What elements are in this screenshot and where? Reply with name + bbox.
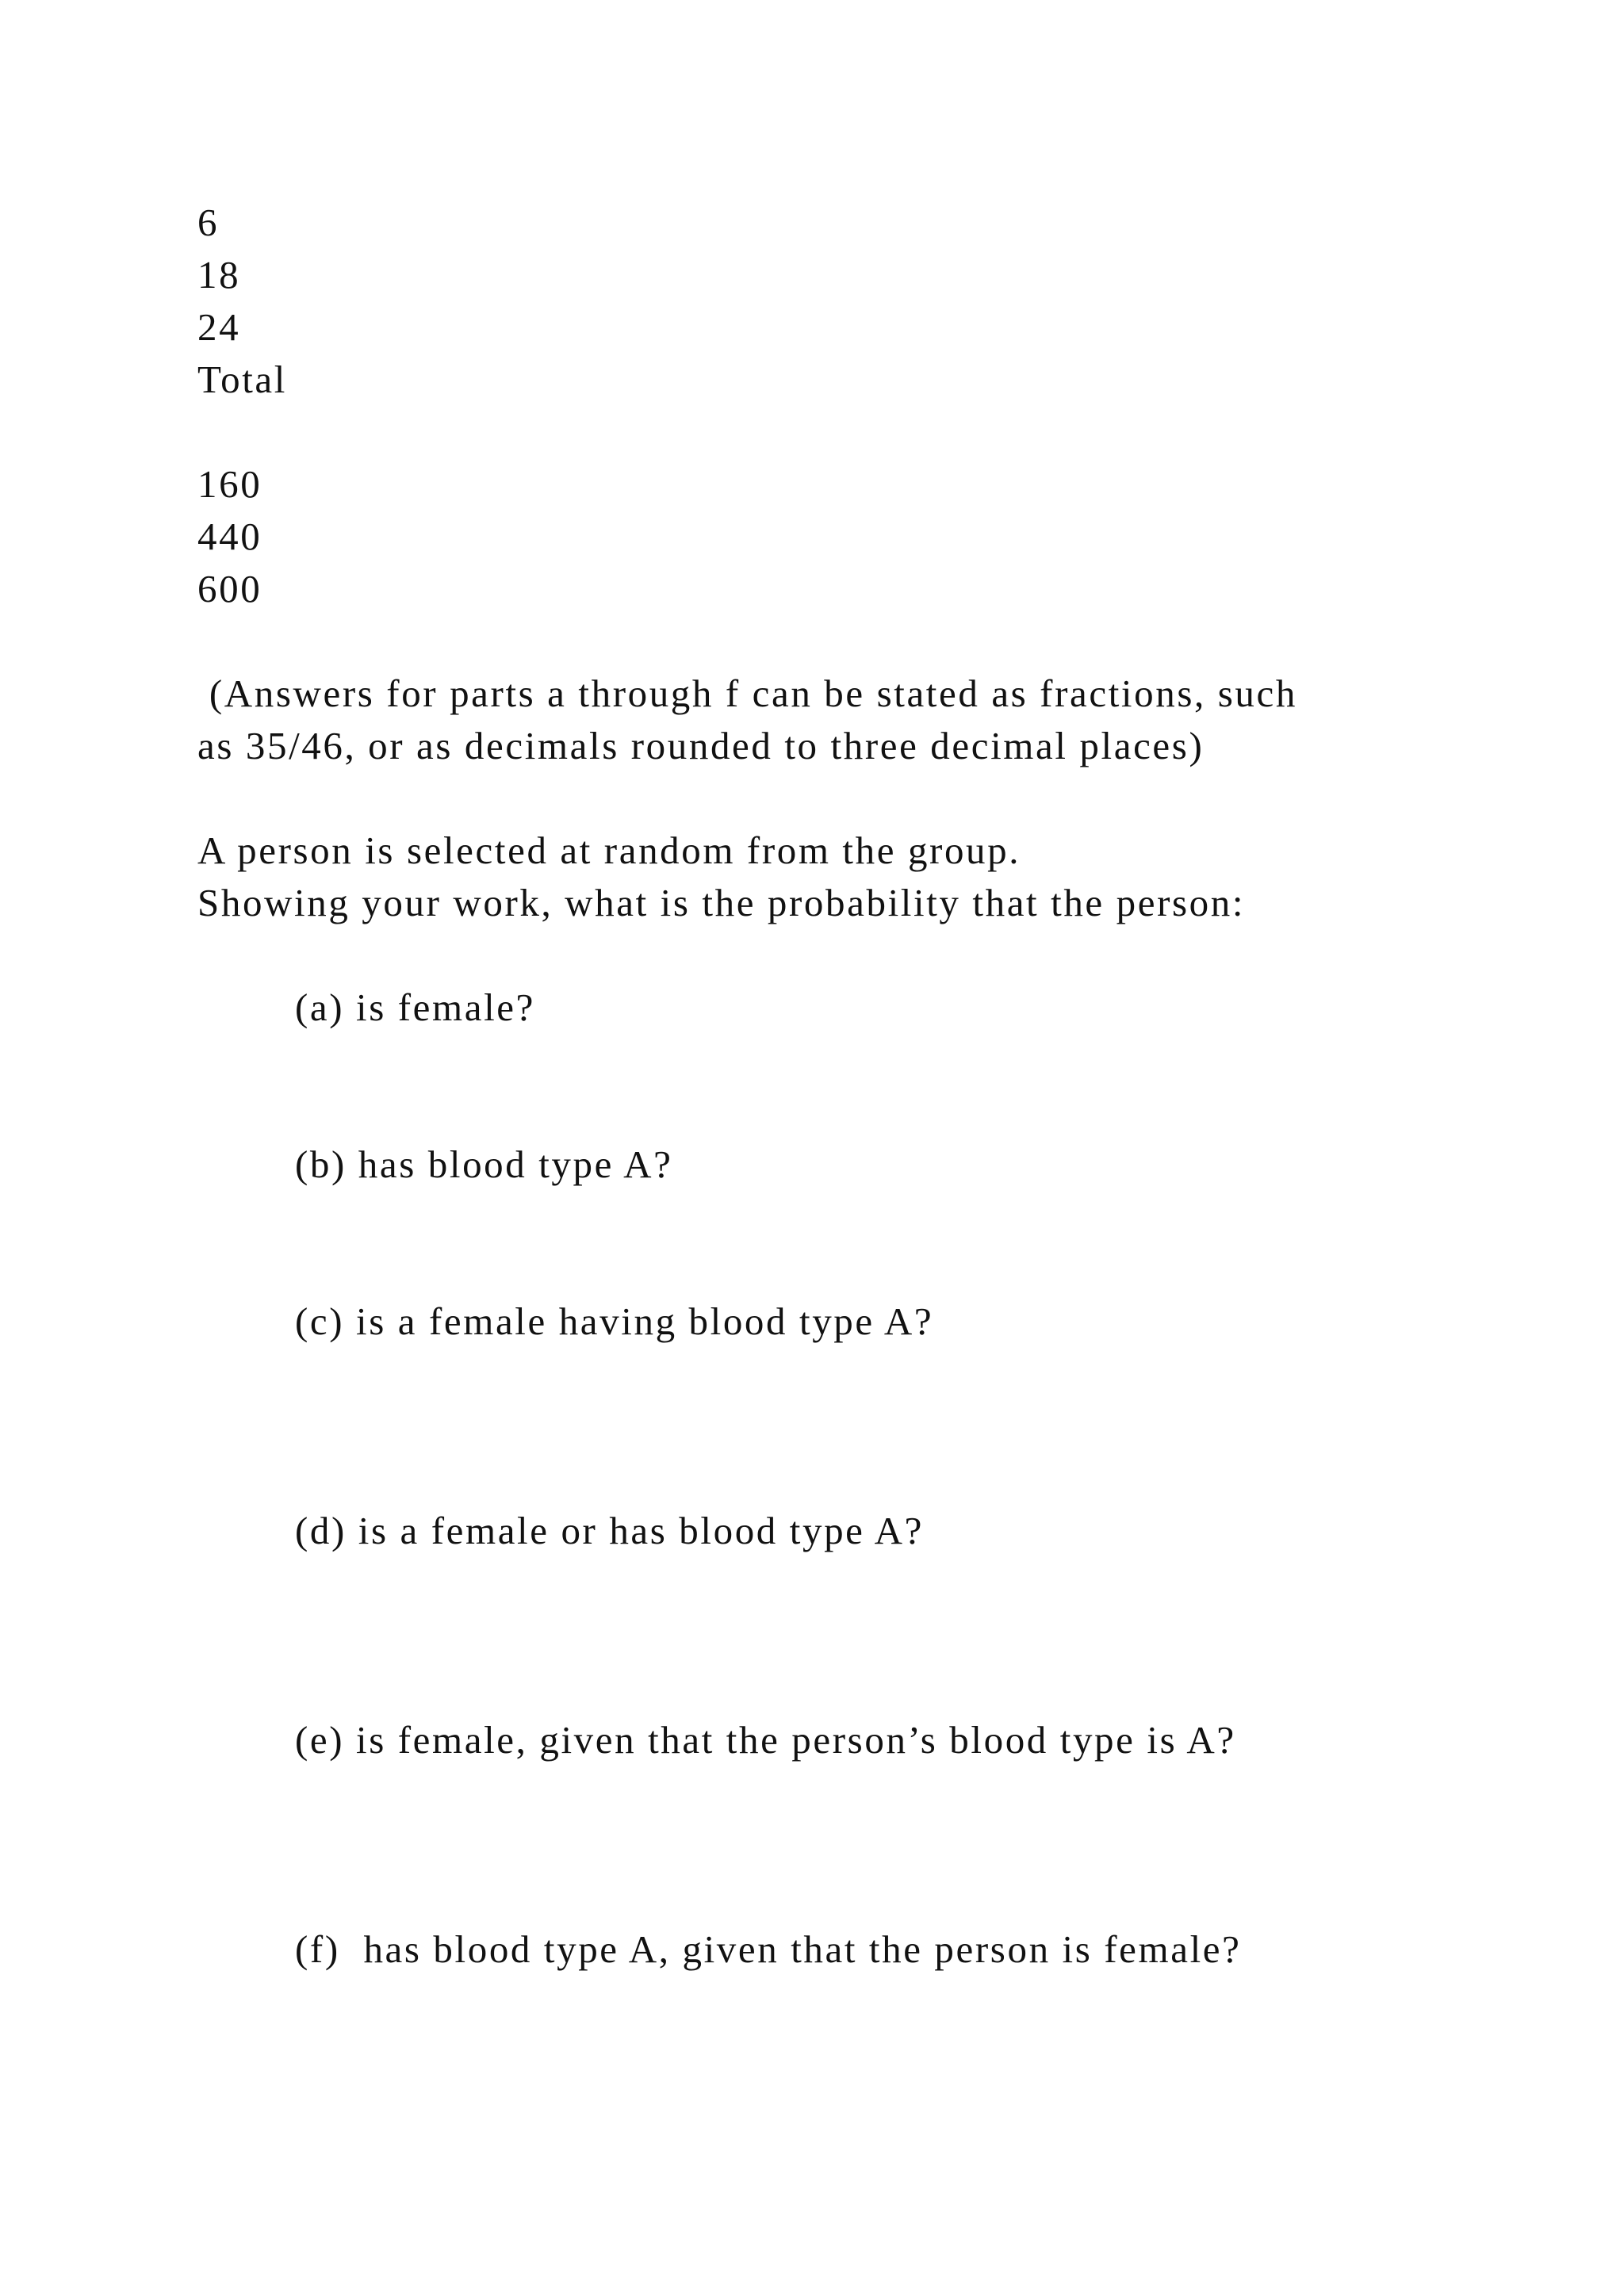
- question-d: (d) is a female or has blood type A?: [295, 1509, 924, 1552]
- question-c: (c) is a female having blood type A?: [295, 1299, 934, 1343]
- table-value: 24: [197, 305, 241, 349]
- question-a: (a) is female?: [295, 985, 536, 1029]
- instructions-line-1: (Answers for parts a through f can be stated as fractions, such: [197, 672, 1297, 715]
- table-total-label: Total: [197, 358, 287, 401]
- prompt-line-1: A person is selected at random from the group.: [197, 828, 1021, 872]
- table-total-value: 600: [197, 567, 262, 610]
- table-total-value: 440: [197, 515, 262, 558]
- table-value: 6: [197, 201, 220, 244]
- prompt-line-2: Showing your work, what is the probability that the person:: [197, 881, 1246, 924]
- table-value: 18: [197, 253, 241, 297]
- instructions-line-2: as 35/46, or as decimals rounded to three decimal places): [197, 724, 1205, 767]
- table-total-value: 160: [197, 462, 262, 506]
- question-f: (f) has blood type A, given that the person is female?: [295, 1927, 1242, 1971]
- question-b: (b) has blood type A?: [295, 1142, 673, 1186]
- question-e: (e) is female, given that the person’s blood type is A?: [295, 1718, 1236, 1762]
